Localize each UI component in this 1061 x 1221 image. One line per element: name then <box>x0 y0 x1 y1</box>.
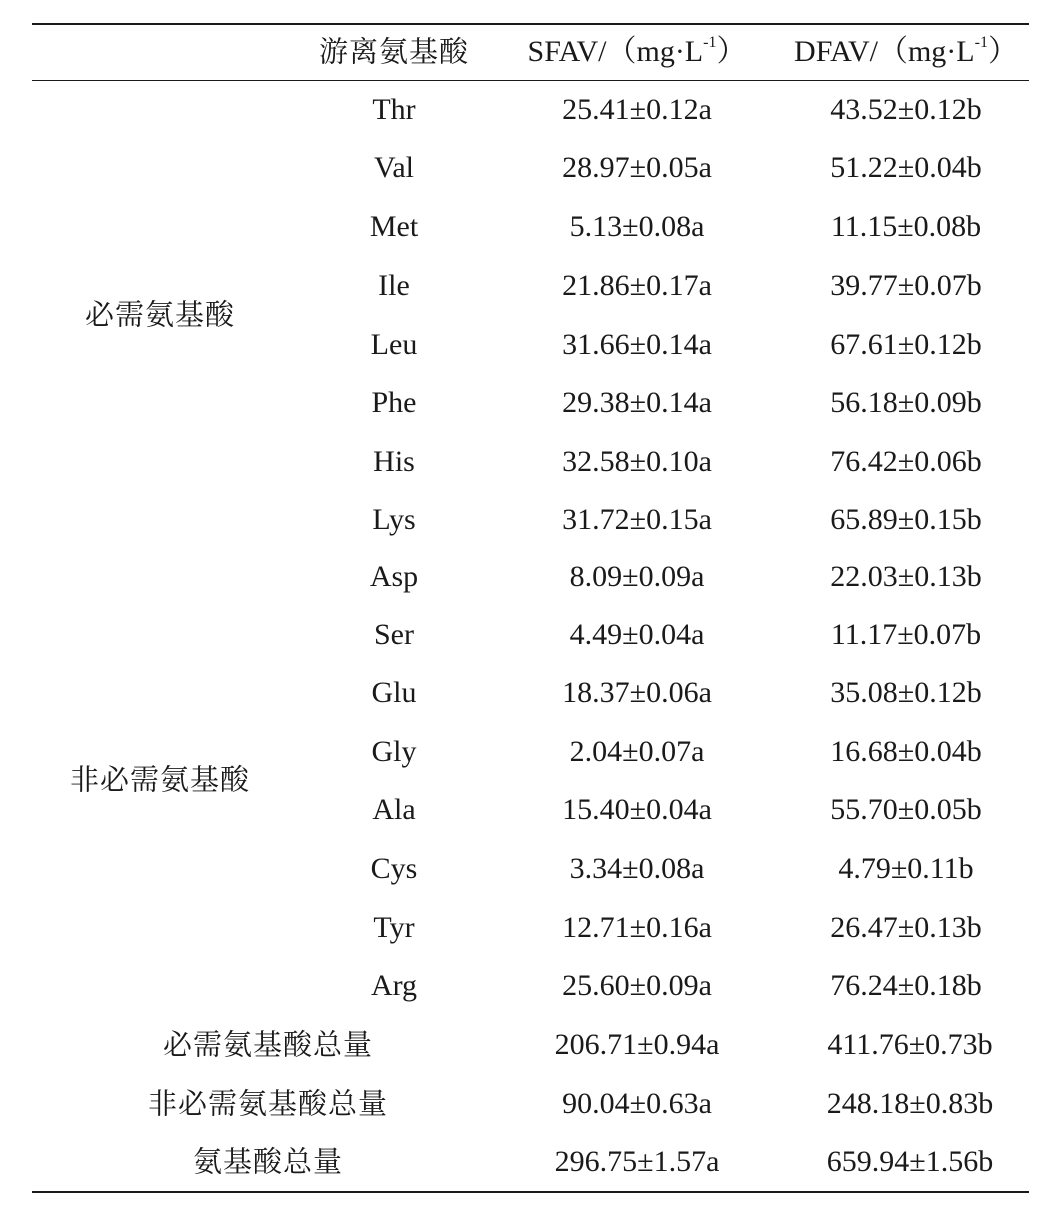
header-dfav-suffix: ） <box>987 35 1018 68</box>
row-aa: Gly <box>371 735 417 768</box>
row-dfav: 76.24±0.18b <box>830 969 982 1002</box>
total-essential-sfav: 206.71±0.94a <box>554 1028 720 1061</box>
table-bottom-rule <box>32 1191 1029 1193</box>
row-dfav: 43.52±0.12b <box>830 93 982 126</box>
row-dfav: 76.42±0.06b <box>830 445 982 478</box>
total-essential-dfav: 411.76±0.73b <box>827 1028 993 1061</box>
row-aa: Val <box>374 151 414 184</box>
row-dfav: 55.70±0.05b <box>830 793 982 826</box>
row-dfav: 26.47±0.13b <box>830 911 982 944</box>
row-sfav: 12.71±0.16a <box>562 911 712 944</box>
row-aa: Glu <box>371 676 417 709</box>
total-nonessential-sfav: 90.04±0.63a <box>562 1087 712 1120</box>
row-dfav: 51.22±0.04b <box>830 151 982 184</box>
row-dfav: 56.18±0.09b <box>830 386 982 419</box>
row-aa: Cys <box>370 852 418 885</box>
total-essential-label: 必需氨基酸总量 <box>162 1027 374 1062</box>
total-nonessential-label: 非必需氨基酸总量 <box>147 1086 389 1121</box>
row-dfav: 22.03±0.13b <box>830 560 982 593</box>
row-aa: Ile <box>378 269 410 302</box>
row-aa: Ser <box>374 618 414 651</box>
row-sfav: 31.66±0.14a <box>562 328 712 361</box>
row-sfav: 15.40±0.04a <box>562 793 712 826</box>
row-sfav: 5.13±0.08a <box>569 210 705 243</box>
row-aa: Asp <box>369 560 419 593</box>
row-sfav: 4.49±0.04a <box>569 618 705 651</box>
row-dfav: 39.77±0.07b <box>830 269 982 302</box>
row-sfav: 2.04±0.07a <box>569 735 705 768</box>
row-sfav: 31.72±0.15a <box>562 503 712 536</box>
row-aa: Arg <box>370 969 418 1002</box>
total-all-dfav: 659.94±1.56b <box>826 1145 994 1178</box>
total-all-sfav: 296.75±1.57a <box>554 1145 720 1178</box>
row-aa: Leu <box>370 328 418 361</box>
total-nonessential-dfav: 248.18±0.83b <box>826 1087 994 1120</box>
table-top-rule <box>32 23 1029 25</box>
row-dfav: 11.17±0.07b <box>830 618 982 651</box>
row-aa: Met <box>369 210 419 243</box>
row-sfav: 28.97±0.05a <box>562 151 712 184</box>
row-sfav: 21.86±0.17a <box>562 269 712 302</box>
group-essential-label: 必需氨基酸 <box>84 297 236 332</box>
header-dfav-prefix: DFAV/（mg·L <box>794 35 975 68</box>
row-dfav: 35.08±0.12b <box>830 676 982 709</box>
row-dfav: 16.68±0.04b <box>830 735 982 768</box>
row-dfav: 65.89±0.15b <box>830 503 982 536</box>
row-sfav: 18.37±0.06a <box>562 676 712 709</box>
row-dfav: 67.61±0.12b <box>830 328 982 361</box>
row-aa: Thr <box>372 93 416 126</box>
row-sfav: 25.41±0.12a <box>562 93 712 126</box>
row-dfav: 4.79±0.11b <box>838 852 974 885</box>
row-sfav: 25.60±0.09a <box>562 969 712 1002</box>
row-sfav: 29.38±0.14a <box>562 386 712 419</box>
row-sfav: 32.58±0.10a <box>562 445 712 478</box>
row-aa: His <box>373 445 415 478</box>
row-aa: Phe <box>371 386 417 419</box>
header-sfav-suffix: ） <box>716 35 747 68</box>
row-sfav: 3.34±0.08a <box>569 852 705 885</box>
header-sfav-prefix: SFAV/（mg·L <box>527 35 704 68</box>
header-free-amino-acid: 游离氨基酸 <box>318 34 470 69</box>
header-dfav-sup: -1 <box>974 34 988 51</box>
header-sfav <box>527 34 747 68</box>
table-header-rule <box>32 80 1029 81</box>
group-nonessential-label: 非必需氨基酸 <box>69 762 251 797</box>
header-sfav-sup: -1 <box>703 34 717 51</box>
total-all-label: 氨基酸总量 <box>192 1144 344 1179</box>
header-dfav <box>794 34 1018 68</box>
row-aa: Tyr <box>373 911 415 944</box>
row-aa: Ala <box>372 793 416 826</box>
row-dfav: 11.15±0.08b <box>830 210 982 243</box>
row-sfav: 8.09±0.09a <box>569 560 705 593</box>
row-aa: Lys <box>372 503 416 536</box>
